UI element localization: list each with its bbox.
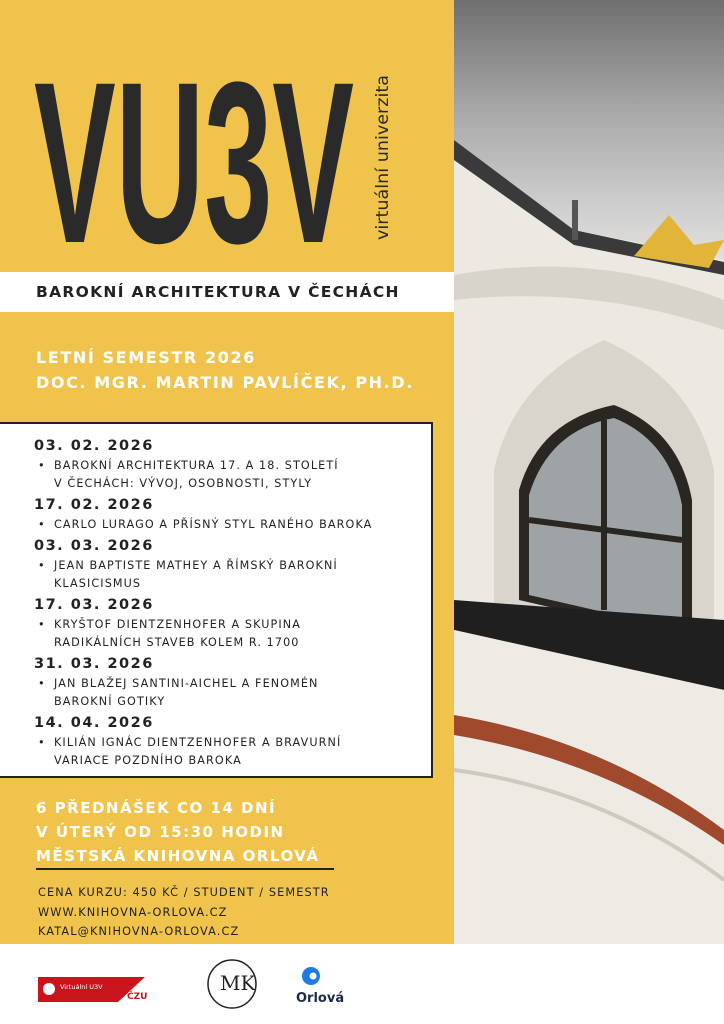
lecturer: DOC. MGR. MARTIN PAVLÍČEK, PH.D. — [36, 373, 414, 392]
website-link[interactable]: WWW.KNIHOVNA-ORLOVA.CZ — [38, 905, 228, 919]
lecture-date: 03. 03. 2026 — [34, 538, 154, 554]
schedule-box — [0, 422, 433, 778]
info-line: MĚSTSKÁ KNIHOVNA ORLOVÁ — [36, 847, 320, 865]
schedule-item — [34, 654, 431, 711]
mk-library-logo — [208, 960, 256, 1008]
schedule-item — [34, 713, 431, 770]
lecture-date: 31. 03. 2026 — [34, 656, 154, 672]
divider — [36, 868, 334, 870]
svg-text:Virtuální U3V: Virtuální U3V — [60, 983, 103, 991]
svg-text:ČZU: ČZU — [127, 992, 148, 1002]
vu3v-partner-logo — [38, 977, 147, 1002]
schedule-item — [34, 536, 431, 593]
partner-logos — [0, 944, 724, 1024]
vu3v-logo — [30, 50, 410, 260]
lecture-topic: • KILIÁN IGNÁC DIENTZENHOFER A BRAVURNÍ VARIACE POZDNÍHO BAROKA — [34, 734, 431, 770]
lecture-date: 17. 02. 2026 — [34, 497, 154, 513]
email-link[interactable]: KATAL@KNIHOVNA-ORLOVA.CZ — [38, 925, 240, 938]
church-photo — [454, 0, 724, 944]
contact-info — [38, 883, 330, 942]
lecture-topic: • JAN BLAŽEJ SANTINI-AICHEL A FENOMÉN BAROKNÍ GOTIKY — [34, 675, 431, 711]
semester: LETNÍ SEMESTR 2026 — [36, 348, 256, 367]
lecture-date: 03. 02. 2026 — [34, 438, 154, 454]
svg-text:MK: MK — [220, 971, 256, 995]
course-title: BAROKNÍ ARCHITEKTURA V ČECHÁCH — [0, 272, 454, 312]
lecture-topic: • JEAN BAPTISTE MATHEY A ŘÍMSKÝ BAROKNÍ KLASICISMUS — [34, 557, 431, 593]
lecture-topic: • KRYŠTOF DIENTZENHOFER A SKUPINA RADIKÁLNÍCH STAVEB KOLEM R. 1700 — [34, 616, 431, 652]
logo-title: VU3V — [34, 50, 354, 260]
info-line: V ÚTERÝ OD 15:30 HODIN — [36, 823, 285, 841]
svg-text:Orlová: Orlová — [296, 991, 345, 1006]
logo-subtitle: virtuální univerzita — [373, 80, 393, 240]
lecture-date: 17. 03. 2026 — [34, 597, 154, 613]
price: CENA KURZU: 450 KČ / STUDENT / SEMESTR — [38, 886, 330, 899]
semester-block — [36, 345, 414, 395]
course-info — [36, 796, 320, 868]
lecture-topic: • BAROKNÍ ARCHITEKTURA 17. A 18. STOLETÍ V ČECHÁCH: VÝVOJ, OSOBNOSTI, STYLY — [34, 457, 431, 493]
orlova-logo — [296, 967, 344, 1006]
lecture-topic: • CARLO LURAGO A PŘÍSNÝ STYL RANÉHO BAROKA — [34, 516, 431, 534]
info-line: 6 PŘEDNÁŠEK CO 14 DNÍ — [36, 799, 277, 817]
schedule-item — [34, 495, 431, 534]
lecture-date: 14. 04. 2026 — [34, 715, 154, 731]
schedule-item — [34, 436, 431, 493]
schedule-item — [34, 595, 431, 652]
